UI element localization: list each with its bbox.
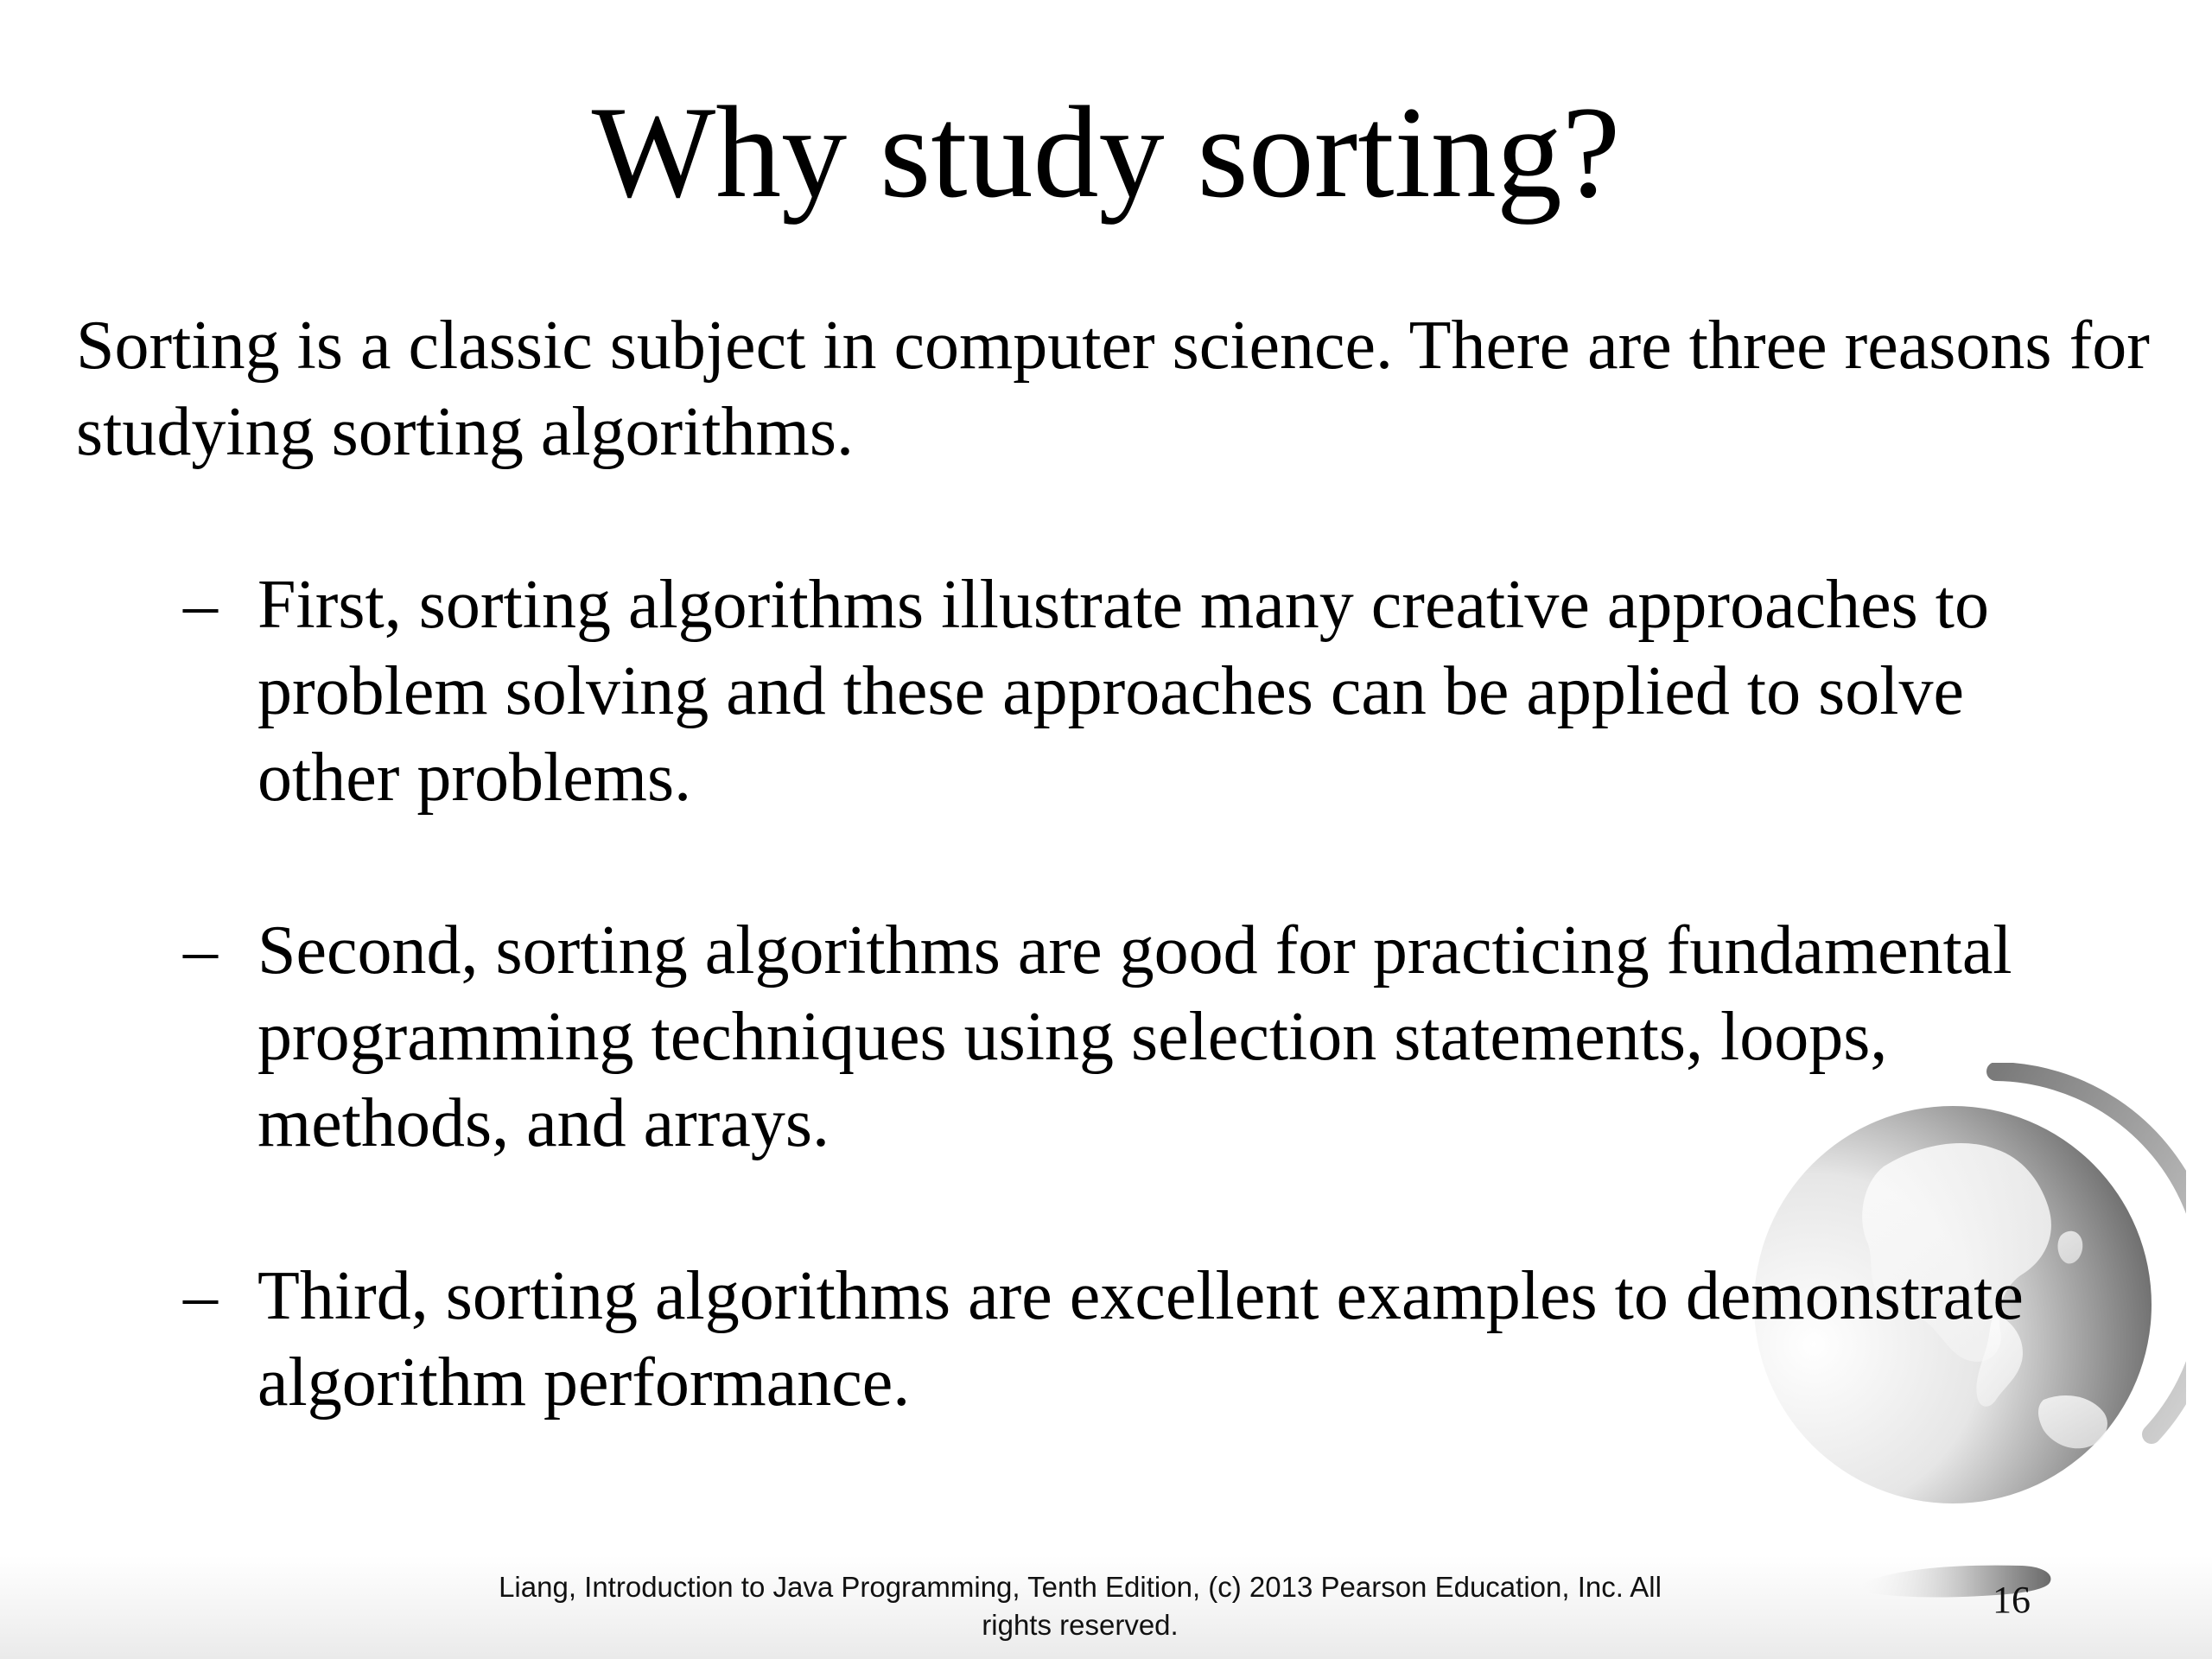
footer-line-1: Liang, Introduction to Java Programming, Tenth Edition, (c) 2013 Pearson Education, Inc. All (499, 1571, 1662, 1603)
bullet-dash: – (183, 912, 218, 988)
bullet-text: First, sorting algorithms illustrate many creative approaches to problem solving and these approaches can be applied to solve other problems. (257, 567, 1989, 816)
bullet-item-third (183, 1253, 2067, 1426)
bullet-item-second (183, 907, 2067, 1166)
page-number: 16 (1993, 1579, 2031, 1621)
slide-title: Why study sorting? (591, 79, 1621, 225)
footer-line-2: rights reserved. (982, 1609, 1179, 1641)
bullet-dash: – (183, 1258, 218, 1334)
bullet-dash: – (183, 567, 218, 643)
bullet-text: Second, sorting algorithms are good for practicing fundamental programming techniques using selection statements, loops, methods, and arrays. (257, 912, 2012, 1161)
intro-paragraph: Sorting is a classic subject in computer science. There are three reasons for studying sorting algorithms. (76, 308, 2150, 470)
footer-copyright (397, 1568, 1763, 1644)
bullet-item-first (183, 562, 2067, 821)
bullet-text: Third, sorting algorithms are excellent examples to demonstrate algorithm performance. (257, 1258, 2024, 1421)
